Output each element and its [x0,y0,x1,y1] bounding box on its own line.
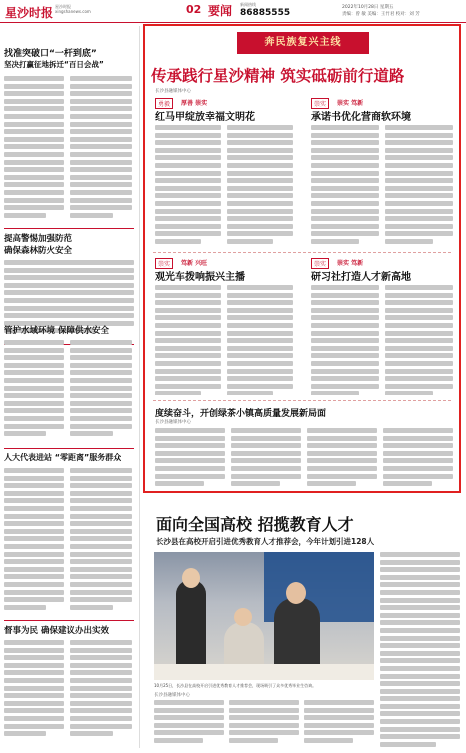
s2-kicker-1: 崇实 [311,98,329,109]
s3-title: 观光车拨响振兴主播 [155,272,245,283]
s3-body-col2 [227,285,293,395]
news-photo [154,552,374,680]
s1-title: 红马甲绽放幸福文明花 [155,112,255,123]
s2-title: 承诺书优化营商软环境 [311,112,411,123]
s4-body-col1 [311,285,379,395]
s1-body-col1 [155,125,221,245]
divider [153,252,451,253]
bottom-body-right [380,552,460,748]
divider [153,400,451,401]
left-article-4-title: 人大代表进站 “零距离”服务群众 [4,453,122,462]
left-article-3-body-2 [70,340,132,444]
s4-kicker-1: 崇实 [311,258,329,269]
editors: 责编：曾 敏 美编：王竹君 校对：刘 芳 [342,12,420,17]
left-column [0,24,138,753]
photo-caption: 10月25日，长沙县在高校开启引进优秀教育人才推荐会，现场吸引了众多优秀毕业生咨询。 [154,683,317,688]
s4-kicker-2: 崇实 笃新 [337,260,364,267]
left-article-5-body-2 [70,640,132,746]
s3-body-col1 [155,285,221,395]
left-article-1-title-2: 坚决打赢征地拆迁“百日会战” [4,60,104,69]
hotline: 86885555 [240,8,291,18]
photo-person-2-face [286,582,306,604]
s5-body-col2 [231,428,301,486]
left-article-1-body [4,76,64,222]
photo-person-1-face [182,568,200,588]
s5-body-col1 [155,428,225,486]
left-article-1-body-2 [70,76,132,222]
column-divider [139,26,140,748]
photo-person-3-face [234,608,252,626]
divider [4,448,134,449]
tagline: 星沙时报 xingshanews.com [55,4,91,14]
s2-body-col2 [385,125,453,245]
s2-body-col1 [311,125,379,245]
feature-main-title: 传承践行星沙精神 筑实砥砺前行道路 [151,67,405,85]
divider [4,620,134,621]
left-article-1-title-1: 找准突破口“一杆到底” [4,49,97,59]
bottom-subtitle: 长沙县在高校开启引进优秀教育人才推荐会，今年计划引进128人 [156,537,375,546]
s3-kicker-1: 崇实 [155,258,173,269]
page-number: 02 [186,3,202,16]
left-article-3-body [4,340,64,444]
s5-byline: 长沙县融媒体中心 [155,420,191,425]
hotline-label: 新闻热线 [240,2,256,7]
bottom-body-col2 [229,700,299,748]
s3-kicker-2: 笃新 兴旺 [181,260,208,267]
left-article-5-body [4,640,64,746]
left-article-4-body-2 [70,468,132,614]
feature-byline: 长沙县融媒体中心 [155,89,191,94]
photo-table [154,664,374,680]
bottom-byline: 长沙县融媒体中心 [154,693,190,698]
left-article-3-title: 管护水域环境 保障供水安全 [4,326,109,336]
s4-title: 研习社打造人才新高地 [311,272,411,283]
feature-box [143,24,461,493]
s5-body-col3 [307,428,377,486]
feature-banner-text: 奔民族复兴主线 [264,37,342,48]
left-article-4-body [4,468,64,614]
divider [4,228,134,229]
section-title: 要闻 [208,4,233,18]
s1-body-col2 [227,125,293,245]
bottom-body-col3 [304,700,374,748]
feature-banner [237,32,369,54]
masthead [0,0,466,23]
s5-body-col4 [383,428,453,486]
bottom-body-col1 [154,700,224,748]
s1-kicker-2: 厚善 崇实 [181,100,208,107]
left-article-2-title-2: 确保森林防火安全 [4,246,73,256]
bottom-title: 面向全国高校 招揽教育人才 [156,515,354,534]
left-article-2-title-1: 提高警惕加强防范 [4,234,73,244]
s1-kicker-1: 勇毅 [155,98,173,109]
issue-date: 2022年10月28日 星期五 [342,5,394,10]
logo: 星沙时报 [5,6,54,20]
s2-kicker-2: 崇实 笃新 [337,100,364,107]
s4-body-col2 [385,285,453,395]
left-article-5-title: 督事为民 确保建议办出实效 [4,626,109,636]
s5-title: 度续奋斗，开创绿茶小镇高质量发展新局面 [155,409,327,419]
